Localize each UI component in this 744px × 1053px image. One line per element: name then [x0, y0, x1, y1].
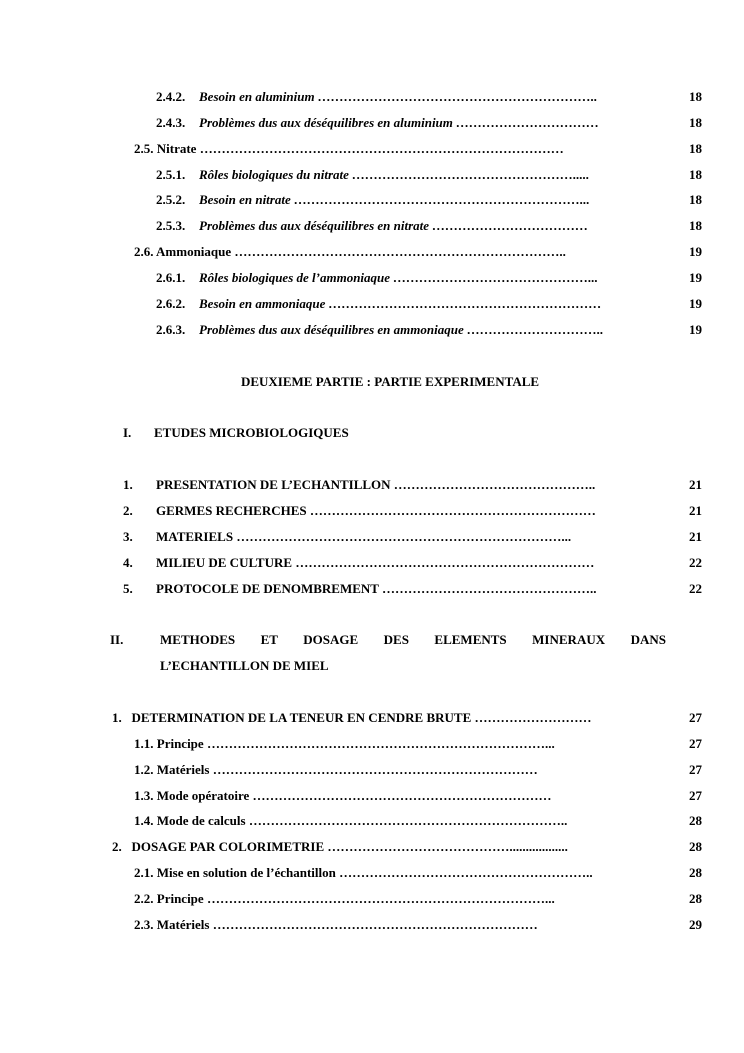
page-number: 19 [689, 296, 702, 311]
toc-entry-II-2 [0, 837, 744, 857]
dot-leader: ………………………………………………………………………… [199, 141, 564, 156]
entry-title: Rôles biologiques de l’ammoniaque [199, 270, 391, 285]
entry-title: 1.3. Mode opératoire [134, 788, 250, 803]
entry-title: 2.5. Nitrate [134, 141, 197, 156]
entry-title: Besoin en nitrate [199, 192, 291, 207]
dot-leader: …………………………………….................. [327, 839, 568, 854]
dot-leader: ………………………………………... [393, 270, 599, 285]
toc-entry-II-1-1 [0, 734, 744, 754]
entry-title: PRESENTATION DE L’ECHANTILLON [156, 477, 391, 492]
entry-title: 2.1. Mise en solution de l’échantillon [134, 865, 336, 880]
dot-leader: ………………………………………………………………… [212, 917, 538, 932]
section-number: II. [110, 632, 124, 647]
dot-leader: ……………………………………………………………………... [206, 736, 555, 751]
entry-title: 2.3. Matériels [134, 917, 210, 932]
page-number: 18 [689, 89, 702, 104]
entry-number: 2.5.1. [156, 167, 186, 182]
toc-entry-I-2 [0, 501, 744, 521]
dot-leader: ………………………………………………………… [309, 503, 596, 518]
entry-title: MILIEU DE CULTURE [156, 555, 293, 570]
entry-title: GERMES RECHERCHES [156, 503, 307, 518]
page-number: 21 [689, 529, 702, 544]
dot-leader: ……………………………………………………………………... [206, 891, 555, 906]
entry-number: 2.4.2. [156, 89, 186, 104]
dot-leader: …………………………………………………………… [295, 555, 595, 570]
entry-number: 2.5.3. [156, 218, 186, 233]
entry-title: 2.2. Principe [134, 891, 204, 906]
toc-entry-I-3 [0, 527, 744, 547]
entry-title: 1.2. Matériels [134, 762, 210, 777]
page-number: 27 [689, 788, 702, 803]
toc-entry-2-5-1 [0, 165, 744, 185]
part-title: DEUXIEME PARTIE : PARTIE EXPERIMENTALE [240, 374, 540, 389]
page-number: 27 [689, 710, 702, 725]
entry-title: Besoin en ammoniaque [199, 296, 326, 311]
dot-leader: ……………………………………………………….. [317, 89, 598, 104]
toc-entry-2-6-2 [0, 294, 744, 314]
page-number: 18 [689, 141, 702, 156]
section-title-line-2: L’ECHANTILLON DE MIEL [160, 658, 329, 673]
entry-title: 1. DETERMINATION DE LA TENEUR EN CENDRE BRUTE [112, 710, 472, 725]
toc-entry-II-1-4 [0, 811, 744, 831]
dot-leader: ………………………………………………………………….. [234, 244, 566, 259]
page-number: 19 [689, 322, 702, 337]
toc-entry-II-1 [0, 708, 744, 728]
section-title-line-1: METHODES ET DOSAGE DES ELEMENTS MINERAUX DANS [160, 632, 666, 647]
page-number: 22 [689, 555, 702, 570]
entry-number: 4. [123, 555, 133, 570]
dot-leader: …………………………………………………………… [252, 788, 552, 803]
dot-leader: …………………………………………………………………... [236, 529, 572, 544]
page-number: 28 [689, 865, 702, 880]
entry-title: Rôles biologiques du nitrate [199, 167, 349, 182]
toc-entry-I-4 [0, 553, 744, 573]
entry-title: 1.1. Principe [134, 736, 204, 751]
entry-number: 3. [123, 529, 133, 544]
page-number: 19 [689, 270, 702, 285]
page-number: 28 [689, 891, 702, 906]
toc-entry-I-1 [0, 475, 744, 495]
entry-title: MATERIELS [156, 529, 234, 544]
page-number: 21 [689, 477, 702, 492]
entry-title: Problèmes dus aux déséquilibres en aluminium [199, 115, 453, 130]
dot-leader: ……………………… [474, 710, 592, 725]
entry-number: 2.4.3. [156, 115, 186, 130]
toc-entry-2-6 [0, 242, 744, 262]
toc-entry-II-1-3 [0, 786, 744, 806]
page-number: 18 [689, 218, 702, 233]
page-number: 18 [689, 192, 702, 207]
toc-section-II [0, 630, 744, 650]
toc-entry-2-4-3 [0, 113, 744, 133]
entry-number: 1. [123, 477, 133, 492]
entry-title: 2.6. Ammoniaque [134, 244, 232, 259]
dot-leader: ………………………….. [466, 322, 604, 337]
entry-number: 5. [123, 581, 133, 596]
toc-entry-2-6-3 [0, 320, 744, 340]
dot-leader: ……………………………… [432, 218, 589, 233]
toc-entry-2-5 [0, 139, 744, 159]
entry-title: PROTOCOLE DE DENOMBREMENT [156, 581, 379, 596]
toc-entry-II-2-1 [0, 863, 744, 883]
dot-leader: ……………………………………………..... [352, 167, 590, 182]
toc-entry-2-4-2 [0, 87, 744, 107]
toc-entry-2-5-3 [0, 216, 744, 236]
toc-entry-2-5-2 [0, 190, 744, 210]
dot-leader: …………………………………………………………... [294, 192, 590, 207]
page-number: 28 [689, 813, 702, 828]
page-number: 18 [689, 115, 702, 130]
toc-section-I [0, 423, 744, 443]
toc-entry-II-2-3 [0, 915, 744, 935]
entry-number: 2.6.2. [156, 296, 186, 311]
section-number: I. [123, 425, 132, 440]
entry-title: Problèmes dus aux déséquilibres en ammoniaque [199, 322, 464, 337]
page-number: 22 [689, 581, 702, 596]
page-number: 27 [689, 762, 702, 777]
entry-number: 2. [123, 503, 133, 518]
entry-number: 2.6.3. [156, 322, 186, 337]
page-number: 21 [689, 503, 702, 518]
dot-leader: …………………………… [456, 115, 600, 130]
entry-title: Besoin en aluminium [199, 89, 315, 104]
entry-number: 2.5.2. [156, 192, 186, 207]
page-number: 27 [689, 736, 702, 751]
dot-leader: ……………………………………….. [393, 477, 596, 492]
toc-entry-II-1-2 [0, 760, 744, 780]
dot-leader: ………………………………………………………………… [212, 762, 538, 777]
page-number: 18 [689, 167, 702, 182]
page-number: 28 [689, 839, 702, 854]
dot-leader: ………………………………………………….. [339, 865, 593, 880]
entry-number: 2.6.1. [156, 270, 186, 285]
dot-leader: ………………………………………….. [381, 581, 597, 596]
entry-title: 1.4. Mode de calculs [134, 813, 246, 828]
toc-entry-II-2-2 [0, 889, 744, 909]
entry-title: 2. DOSAGE PAR COLORIMETRIE [112, 839, 325, 854]
page-number: 29 [689, 917, 702, 932]
dot-leader: ……………………………………………………… [328, 296, 602, 311]
part-heading [0, 372, 744, 392]
dot-leader: ……………………………………………………………….. [248, 813, 568, 828]
page-number: 19 [689, 244, 702, 259]
toc-section-II-cont [0, 656, 744, 676]
entry-title: Problèmes dus aux déséquilibres en nitrate [199, 218, 430, 233]
toc-entry-I-5 [0, 579, 744, 599]
section-title: ETUDES MICROBIOLOGIQUES [154, 425, 349, 440]
toc-entry-2-6-1 [0, 268, 744, 288]
